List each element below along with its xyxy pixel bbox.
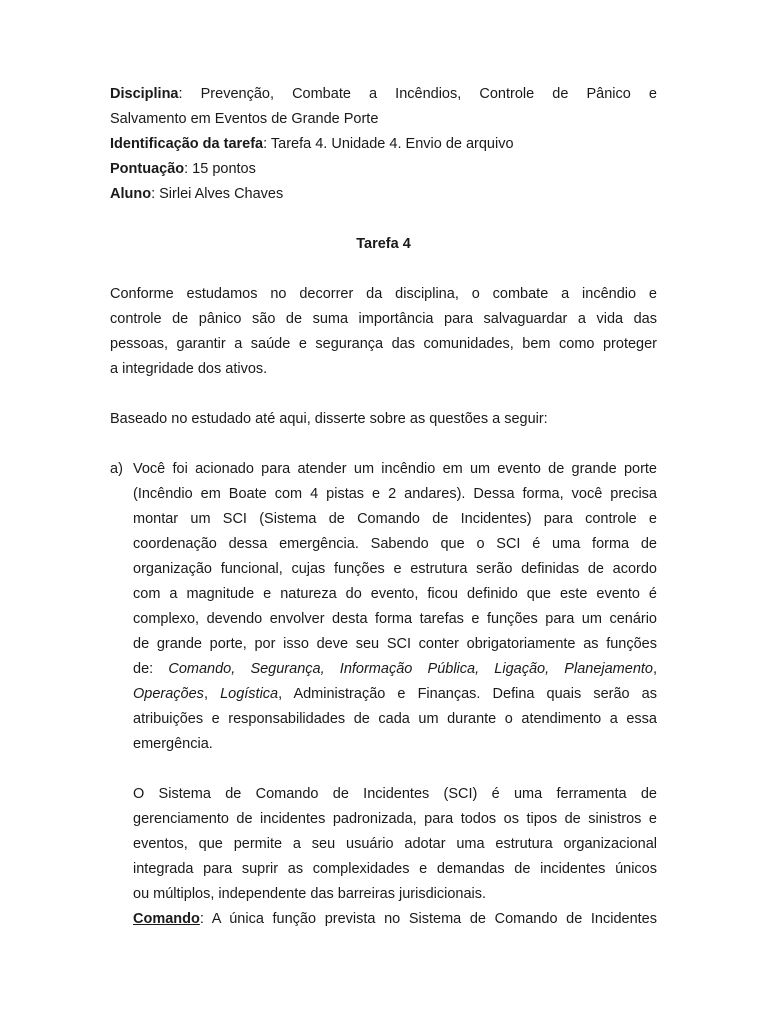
question-line: com a magnitude e natureza do evento, ficou definido que este evento é [133, 586, 657, 602]
answer-line: integrada para suprir as complexidades e demandas de incidentes únicos [133, 861, 657, 877]
intro-line: a integridade dos ativos. [110, 361, 268, 377]
question-line: complexo, devendo envolver desta forma tarefas e funções para um cenário [133, 611, 657, 627]
document-page [110, 82, 657, 932]
question-line-functions [133, 657, 657, 682]
intro-line: pessoas, garantir a saúde e segurança das comunidades, bem como proteger [110, 336, 657, 352]
question-line: (Incêndio em Boate com 4 pistas e 2 andares). Dessa forma, você precisa [133, 486, 657, 502]
comando-line [133, 907, 657, 932]
functions-prefix: de: [133, 661, 169, 677]
disciplina-line-1 [110, 82, 657, 107]
disciplina-label: Disciplina [110, 86, 179, 102]
question-line: coordenação dessa emergência. Sabendo que o SCI é uma forma de [133, 536, 657, 552]
separator: , [203, 686, 221, 702]
question-line: atribuições e responsabilidades de cada um durante o atendimento a essa [133, 711, 657, 727]
identificacao-label: Identificação da tarefa [110, 136, 264, 152]
question-line: montar um SCI (Sistema de Comando de Incidentes) para controle e [133, 511, 657, 527]
disciplina-line-2: Salvamento em Eventos de Grande Porte [110, 111, 379, 127]
answer-line: gerenciamento de incidentes padronizada, para todos os tipos de sinistros e [133, 811, 657, 827]
answer-line: ou múltiplos, independente das barreiras jurisdicionais. [133, 886, 487, 902]
comando-text: : A única função prevista no Sistema de Comando de Incidentes [199, 911, 657, 927]
disciplina-value: : Prevenção, Combate a Incêndios, Controle de Pânico e [178, 86, 657, 102]
aluno-value: : Sirlei Alves Chaves [151, 186, 284, 202]
functions-italic-list: Comando, Segurança, Informação Pública, Ligação, Planejamento [168, 661, 653, 677]
question-line-functions-2 [133, 682, 657, 707]
identificacao-value: : Tarefa 4. Unidade 4. Envio de arquivo [263, 136, 514, 152]
comando-label: Comando [133, 911, 200, 927]
question-a-marker: a) [110, 461, 123, 477]
instruction-text: Baseado no estudado até aqui, disserte sobre as questões a seguir: [110, 411, 548, 427]
pontuacao-value: : 15 pontos [184, 161, 256, 177]
aluno-line [110, 182, 657, 207]
logistica-italic: Logística [220, 686, 279, 702]
answer-paragraph [133, 782, 657, 907]
answer-line: O Sistema de Comando de Incidentes (SCI) é uma ferramenta de [133, 786, 657, 802]
operacoes-italic: Operações [133, 686, 204, 702]
intro-line: controle de pânico são de suma importância para salvaguardar a vida das [110, 311, 657, 327]
question-line: organização funcional, cujas funções e estrutura serão definidas de acordo [133, 561, 657, 577]
question-a [110, 457, 657, 932]
functions-comma: , [652, 661, 658, 677]
question-line: emergência. [133, 736, 213, 752]
functions-rest: , Administração e Finanças. Defina quais serão as [278, 686, 657, 702]
answer-line: eventos, que permite a seu usuário adotar uma estrutura organizacional [133, 836, 657, 852]
pontuacao-line [110, 157, 657, 182]
intro-paragraph [110, 282, 657, 382]
intro-line: Conforme estudamos no decorrer da disciplina, o combate a incêndio e [110, 286, 657, 302]
question-line: de grande porte, por isso deve seu SCI conter obrigatoriamente as funções [133, 636, 657, 652]
identificacao-line [110, 132, 657, 157]
aluno-label: Aluno [110, 186, 152, 202]
document-title: Tarefa 4 [356, 236, 411, 252]
pontuacao-label: Pontuação [110, 161, 185, 177]
question-line: Você foi acionado para atender um incêndio em um evento de grande porte [133, 461, 657, 477]
